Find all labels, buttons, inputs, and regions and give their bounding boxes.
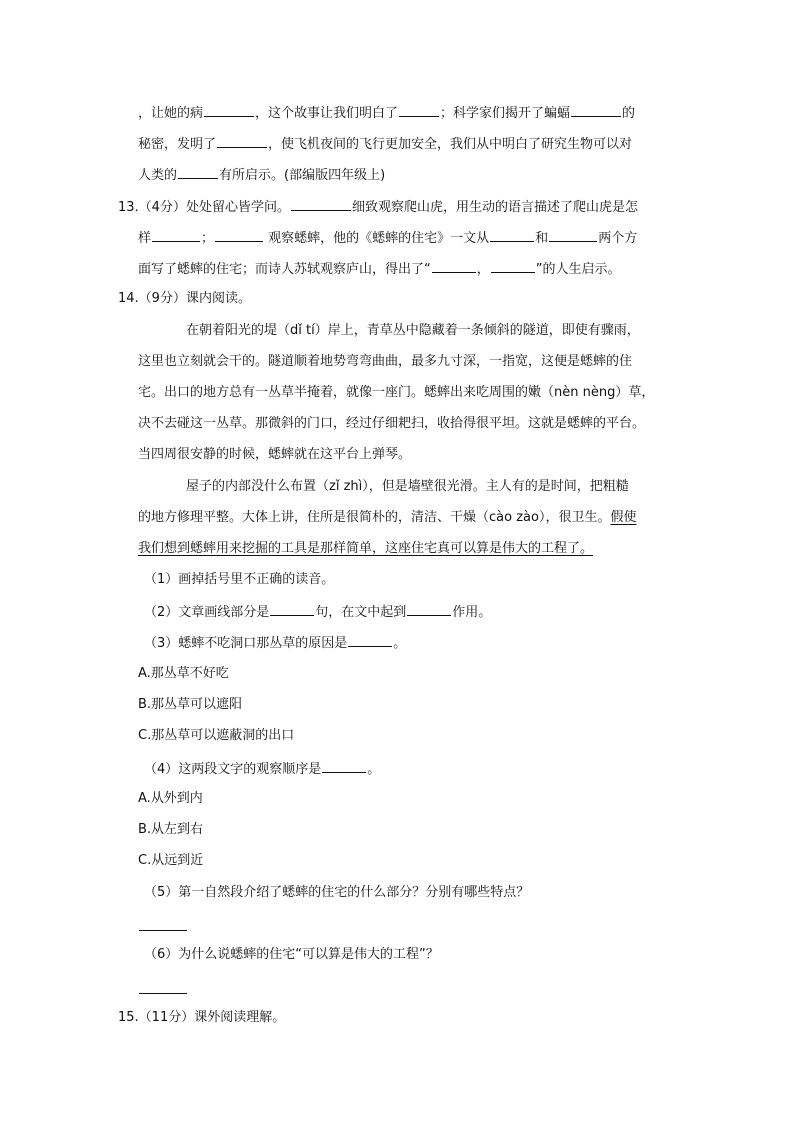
passage-p1-line: 决不去碰这一丛草。那微斜的门口，经过仔细耙扫，收拾得很平坦。这就是蟋蟀的平台。 [138, 416, 646, 431]
underlined-sentence: 假使 [610, 510, 637, 525]
passage-p2-line: 的地方修理平整。大体上讲，住所是很简朴的，清洁、干燥（cào zào），很卫生。假使 [138, 510, 637, 525]
passage-p1-line: 当四周很安静的时候，蟋蟀就在这平台上弹琴。 [138, 447, 412, 462]
sub-question-2: （2）文章画线部分是 句，在文中起到 作用。 [144, 602, 491, 622]
option-c[interactable]: C.从远到近 [138, 853, 204, 868]
sub-question-1: （1）画掉括号里不正确的读音。 [144, 572, 335, 587]
sub-question-4: （4）这两段文字的观察顺序是 。 [144, 759, 380, 779]
answer-blank[interactable] [407, 602, 451, 616]
option-a[interactable]: A.那丛草不好吃 [138, 666, 229, 681]
answer-blank[interactable] [549, 228, 597, 242]
answer-blank[interactable] [152, 228, 200, 242]
answer-blank[interactable] [348, 633, 392, 647]
answer-blank[interactable] [322, 759, 366, 773]
q12-line-2: 秘密，发明了 ，使飞机夜间的飞行更加安全，我们从中明白了研究生物可以对 [138, 134, 632, 154]
option-c[interactable]: C.那丛草可以遮蔽洞的出口 [138, 728, 295, 743]
passage-p2-line: 屋子的内部没什么布置（zǐ zhì），但是墙壁很光滑。主人有的是时间，把粗糙 [186, 479, 629, 494]
q13-line-2: 样 ； 观察蟋蟀，他的《蟋蟀的住宅》一文从 和 两个方 [138, 228, 637, 248]
answer-blank[interactable] [490, 228, 534, 242]
answer-blank[interactable] [215, 228, 263, 242]
q12-line-3: 人类的 有所启示。(部编版四年级上) [138, 165, 385, 185]
answer-line[interactable] [139, 993, 187, 994]
q12-line-1: ，让她的病 ，这个故事让我们明白了 ；科学家们揭开了蝙蝠 的 [138, 103, 635, 123]
q15-title: 15.（11分）课外阅读理解。 [118, 1010, 286, 1025]
answer-blank[interactable] [291, 197, 351, 211]
answer-blank[interactable] [204, 103, 254, 117]
passage-p1-line: 宅。出口的地方总有一丛草半掩着，就像一座门。蟋蟀出来吃周围的嫩（nèn nèng）草， [138, 385, 655, 400]
sub-question-5: （5）第一自然段介绍了蟋蟀的住宅的什么部分？分别有哪些特点？ [144, 885, 530, 900]
answer-blank[interactable] [491, 259, 535, 273]
answer-blank[interactable] [399, 103, 439, 117]
q13-line-1: 13.（4分）处处留心皆学问。 细致观察爬山虎，用生动的语言描述了爬山虎是怎 [118, 197, 638, 217]
answer-blank[interactable] [432, 259, 476, 273]
answer-blank[interactable] [571, 103, 621, 117]
answer-line[interactable] [139, 930, 187, 931]
q14-title: 14.（9分）课内阅读。 [118, 291, 251, 306]
answer-blank[interactable] [178, 165, 218, 179]
underlined-sentence: 我们想到蟋蟀用来挖掘的工具是那样简单，这座住宅真可以算是伟大的工程了。 [138, 541, 594, 556]
sub-question-6: （6）为什么说蟋蟀的住宅“可以算是伟大的工程”？ [144, 947, 439, 962]
passage-p1-line: 在朝着阳光的堤（dǐ tí）岸上，青草丛中隐藏着一条倾斜的隧道，即使有骤雨， [186, 323, 640, 338]
q13-line-3: 面写了蟋蟀的住宅；而诗人苏轼观察庐山，得出了“ ， ”的人生启示。 [138, 259, 621, 279]
answer-blank[interactable] [270, 602, 314, 616]
sub-question-3: （3）蟋蟀不吃洞口那丛草的原因是 。 [144, 633, 406, 653]
option-b[interactable]: B.从左到右 [138, 822, 204, 837]
passage-p1-line: 这里也立刻就会干的。隧道顺着地势弯弯曲曲，最多九寸深，一指宽，这便是蟋蟀的住 [138, 354, 633, 369]
option-a[interactable]: A.从外到内 [138, 791, 203, 806]
option-b[interactable]: B.那丛草可以遮阳 [138, 697, 243, 712]
answer-blank[interactable] [217, 134, 267, 148]
